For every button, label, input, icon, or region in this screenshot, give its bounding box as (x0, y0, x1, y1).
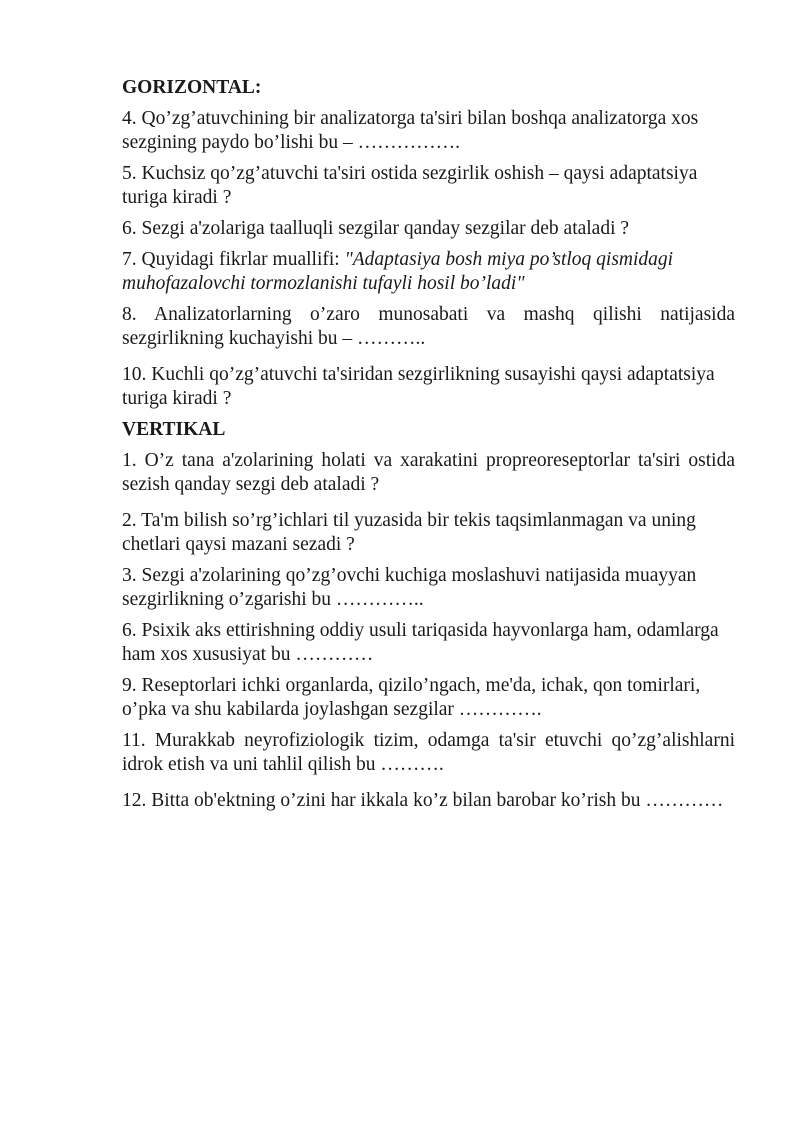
crossword-clues-document (122, 76, 735, 820)
clue-horizontal-7-prefix: 7. Quyidagi fikrlar muallifi: (122, 249, 345, 270)
clue-horizontal-5: 5. Kuchsiz qo’zg’atuvchi ta'siri ostida sezgirlik oshish – qaysi adaptatsiya turiga kiradi ? (122, 163, 698, 208)
clue-horizontal-10: 10. Kuchli qo’zg’atuvchi ta'siridan sezgirlikning susayishi qaysi adaptatsiya turiga kiradi ? (122, 364, 715, 409)
section-heading-gorizontal: GORIZONTAL: (122, 77, 262, 98)
clue-vertical-9: 9. Reseptorlari ichki organlarda, qizilo’ngach, me'da, ichak, qon tomirlari, o’pka va shu kabilarda joylashgan sezgilar …………. (122, 675, 701, 720)
clue-horizontal-4: 4. Qo’zg’atuvchining bir analizatorga ta'siri bilan boshqa analizatorga xos sezgining paydo bo’lishi bu – ……………. (122, 108, 699, 153)
clue-horizontal-7-quote: "Adaptasiya bosh miya po’stloq qismidagi muhofazalovchi tormozlanishi tufayli hosil bo’ladi" (122, 249, 674, 294)
clue-vertical-3: 3. Sezgi a'zolarining qo’zg’ovchi kuchiga moslashuvi natijasida muayyan sezgirlikning o’zgarishi bu ………….. (122, 565, 697, 610)
clue-vertical-2: 2. Ta'm bilish so’rg’ichlari til yuzasida bir tekis taqsimlanmagan va uning chetlari qaysi mazani sezadi ? (122, 510, 696, 555)
clue-vertical-12: 12. Bitta ob'ektning o’zini har ikkala ko’z bilan barobar ko’rish bu ………… (122, 790, 724, 811)
clue-horizontal-7 (122, 248, 735, 296)
clue-vertical-6: 6. Psixik aks ettirishning oddiy usuli tariqasida hayvonlarga ham, odamlarga ham xos xususiyat bu ………… (122, 620, 719, 665)
clue-vertical-11: 11. Murakkab neyrofiziologik tizim, odamga ta'sir etuvchi qo’zg’alishlarni idrok etish va uni tahlil qilish bu ………. (122, 730, 735, 775)
clue-horizontal-8: 8. Analizatorlarning o’zaro munosabati va mashq qilishi natijasida sezgirlikning kuchayishi bu – ……….. (122, 304, 735, 349)
clue-vertical-1: 1. O’z tana a'zolarining holati va xarakatini propreoreseptorlar ta'siri ostida sezish qanday sezgi deb ataladi ? (122, 450, 735, 495)
clue-horizontal-6: 6. Sezgi a'zolariga taalluqli sezgilar qanday sezgilar deb ataladi ? (122, 218, 630, 239)
section-heading-vertikal: VERTIKAL (122, 419, 226, 440)
